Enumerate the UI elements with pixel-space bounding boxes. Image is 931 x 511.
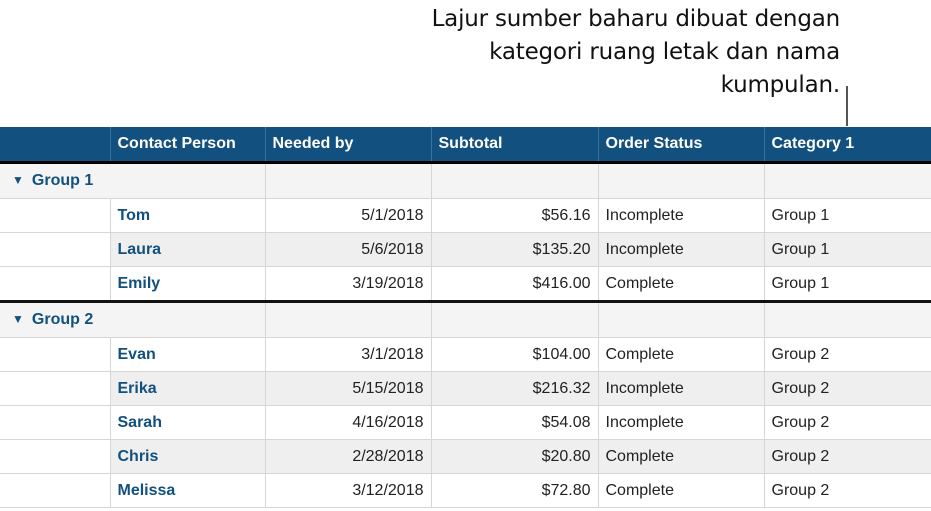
header-cell-category-1[interactable]: Category 1 [764, 127, 931, 163]
table-row[interactable] [0, 440, 931, 474]
needed-by-cell[interactable]: 5/1/2018 [265, 199, 431, 233]
row-blank-cell[interactable] [0, 372, 110, 406]
contact-person-cell[interactable]: Sarah [110, 406, 265, 440]
row-blank-cell[interactable] [0, 267, 110, 302]
row-blank-cell[interactable] [0, 440, 110, 474]
order-status-cell[interactable]: Incomplete [598, 199, 764, 233]
group-empty-cell[interactable] [265, 163, 431, 199]
group-header-cell[interactable] [0, 302, 265, 338]
contact-person-cell[interactable]: Laura [110, 233, 265, 267]
contact-person-cell[interactable]: Emily [110, 267, 265, 302]
subtotal-cell[interactable]: $20.80 [431, 440, 598, 474]
order-status-cell[interactable]: Incomplete [598, 406, 764, 440]
needed-by-cell[interactable]: 3/12/2018 [265, 474, 431, 508]
contact-person-cell[interactable]: Melissa [110, 474, 265, 508]
order-status-cell[interactable]: Complete [598, 338, 764, 372]
subtotal-cell[interactable]: $135.20 [431, 233, 598, 267]
table-row[interactable] [0, 372, 931, 406]
group-label: Group 1 [31, 172, 94, 189]
contact-person-cell[interactable]: Evan [110, 338, 265, 372]
contact-person-cell[interactable]: Erika [110, 372, 265, 406]
group-empty-cell[interactable] [598, 302, 764, 338]
order-status-cell[interactable]: Complete [598, 474, 764, 508]
header-cell-needed-by[interactable]: Needed by [265, 127, 431, 163]
callout-leader-line [846, 86, 848, 126]
subtotal-cell[interactable]: $104.00 [431, 338, 598, 372]
group-row-1[interactable] [0, 163, 931, 199]
group-empty-cell[interactable] [431, 302, 598, 338]
subtotal-cell[interactable]: $56.16 [431, 199, 598, 233]
category-cell[interactable]: Group 2 [764, 440, 931, 474]
order-status-cell[interactable]: Complete [598, 267, 764, 302]
table-row[interactable] [0, 338, 931, 372]
order-status-cell[interactable]: Complete [598, 440, 764, 474]
header-row [0, 127, 931, 163]
group-empty-cell[interactable] [598, 163, 764, 199]
category-cell[interactable]: Group 1 [764, 267, 931, 302]
group-row-2[interactable] [0, 302, 931, 338]
needed-by-cell[interactable]: 5/15/2018 [265, 372, 431, 406]
header-cell-contact-person[interactable]: Contact Person [110, 127, 265, 163]
header-cell-blank[interactable] [0, 127, 110, 163]
table-row[interactable] [0, 474, 931, 508]
category-cell[interactable]: Group 2 [764, 338, 931, 372]
header-cell-subtotal[interactable]: Subtotal [431, 127, 598, 163]
group-label: Group 2 [31, 311, 94, 328]
table-row[interactable] [0, 199, 931, 233]
category-cell[interactable]: Group 1 [764, 199, 931, 233]
table-row[interactable] [0, 233, 931, 267]
orders-table [0, 127, 931, 508]
disclosure-triangle-icon[interactable]: ▼ [12, 312, 24, 326]
needed-by-cell[interactable]: 3/19/2018 [265, 267, 431, 302]
subtotal-cell[interactable]: $416.00 [431, 267, 598, 302]
group-empty-cell[interactable] [764, 302, 931, 338]
category-cell[interactable]: Group 1 [764, 233, 931, 267]
table-row[interactable] [0, 406, 931, 440]
needed-by-cell[interactable]: 5/6/2018 [265, 233, 431, 267]
category-cell[interactable]: Group 2 [764, 474, 931, 508]
needed-by-cell[interactable]: 2/28/2018 [265, 440, 431, 474]
group-empty-cell[interactable] [431, 163, 598, 199]
subtotal-cell[interactable]: $54.08 [431, 406, 598, 440]
category-cell[interactable]: Group 2 [764, 406, 931, 440]
subtotal-cell[interactable]: $72.80 [431, 474, 598, 508]
row-blank-cell[interactable] [0, 199, 110, 233]
disclosure-triangle-icon[interactable]: ▼ [12, 173, 24, 187]
table-row[interactable] [0, 267, 931, 302]
subtotal-cell[interactable]: $216.32 [431, 372, 598, 406]
row-blank-cell[interactable] [0, 338, 110, 372]
order-status-cell[interactable]: Incomplete [598, 372, 764, 406]
needed-by-cell[interactable]: 4/16/2018 [265, 406, 431, 440]
row-blank-cell[interactable] [0, 474, 110, 508]
group-empty-cell[interactable] [764, 163, 931, 199]
header-cell-order-status[interactable]: Order Status [598, 127, 764, 163]
needed-by-cell[interactable]: 3/1/2018 [265, 338, 431, 372]
row-blank-cell[interactable] [0, 406, 110, 440]
order-status-cell[interactable]: Incomplete [598, 233, 764, 267]
group-header-cell[interactable] [0, 163, 265, 199]
row-blank-cell[interactable] [0, 233, 110, 267]
callout-annotation: Lajur sumber baharu dibuat dengan kategori ruang letak dan nama kumpulan. [431, 6, 840, 98]
contact-person-cell[interactable]: Tom [110, 199, 265, 233]
category-cell[interactable]: Group 2 [764, 372, 931, 406]
group-empty-cell[interactable] [265, 302, 431, 338]
contact-person-cell[interactable]: Chris [110, 440, 265, 474]
